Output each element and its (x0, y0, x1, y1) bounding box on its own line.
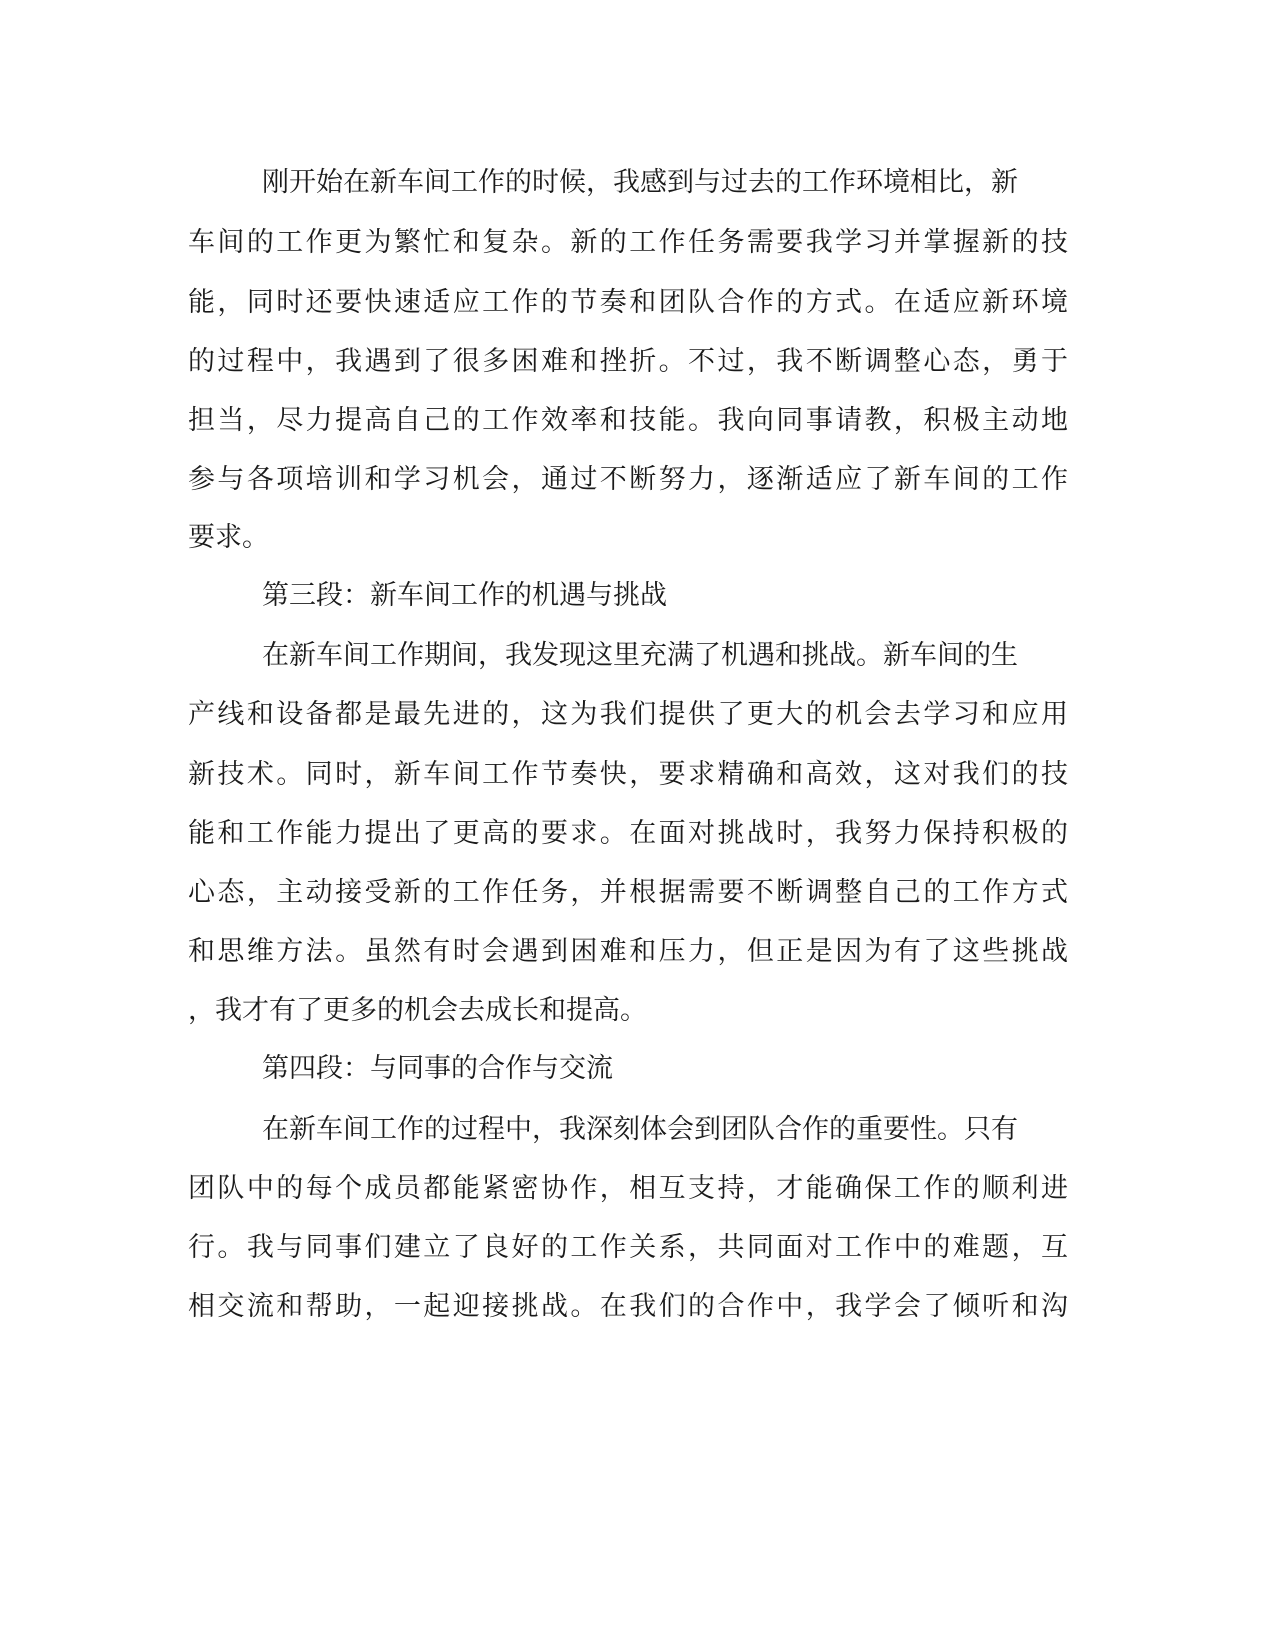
paragraph-2-line-4: 能和工作能力提出了更高的要求。在面对挑战时，我努力保持积极的 (188, 818, 1068, 849)
paragraph-2-line-7: ，我才有了更多的机会去成长和提高。 (188, 995, 647, 1026)
paragraph-1-line-7: 要求。 (188, 522, 269, 553)
paragraph-2-line-1: 在新车间工作期间，我发现这里充满了机遇和挑战。新车间的生 (262, 640, 1018, 671)
paragraph-2-line-2: 产线和设备都是最先进的，这为我们提供了更大的机会去学习和应用 (188, 699, 1068, 730)
paragraph-2-line-5: 心态，主动接受新的工作任务，并根据需要不断调整自己的工作方式 (188, 877, 1068, 908)
paragraph-1-line-3: 能，同时还要快速适应工作的节奏和团队合作的方式。在适应新环境 (188, 287, 1068, 318)
paragraph-3-line-1: 在新车间工作的过程中，我深刻体会到团队合作的重要性。只有 (262, 1114, 1018, 1145)
paragraph-3-line-4: 相交流和帮助，一起迎接挑战。在我们的合作中，我学会了倾听和沟 (188, 1291, 1068, 1322)
paragraph-2-line-6: 和思维方法。虽然有时会遇到困难和压力，但正是因为有了这些挑战 (188, 936, 1068, 967)
paragraph-1-line-1: 刚开始在新车间工作的时候，我感到与过去的工作环境相比，新 (262, 167, 1018, 198)
paragraph-1-line-5: 担当，尽力提高自己的工作效率和技能。我向同事请教，积极主动地 (188, 405, 1068, 436)
paragraph-1-line-6: 参与各项培训和学习机会，通过不断努力，逐渐适应了新车间的工作 (188, 464, 1068, 495)
paragraph-3-line-2: 团队中的每个成员都能紧密协作，相互支持，才能确保工作的顺利进 (188, 1173, 1068, 1204)
paragraph-1-line-4: 的过程中，我遇到了很多困难和挫折。不过，我不断调整心态，勇于 (188, 346, 1068, 377)
section-heading-3: 第三段：新车间工作的机遇与挑战 (262, 580, 667, 611)
paragraph-3-line-3: 行。我与同事们建立了良好的工作关系，共同面对工作中的难题，互 (188, 1232, 1068, 1263)
paragraph-2-line-3: 新技术。同时，新车间工作节奏快，要求精确和高效，这对我们的技 (188, 759, 1068, 790)
section-heading-4: 第四段：与同事的合作与交流 (262, 1053, 613, 1084)
paragraph-1-line-2: 车间的工作更为繁忙和复杂。新的工作任务需要我学习并掌握新的技 (188, 227, 1068, 258)
